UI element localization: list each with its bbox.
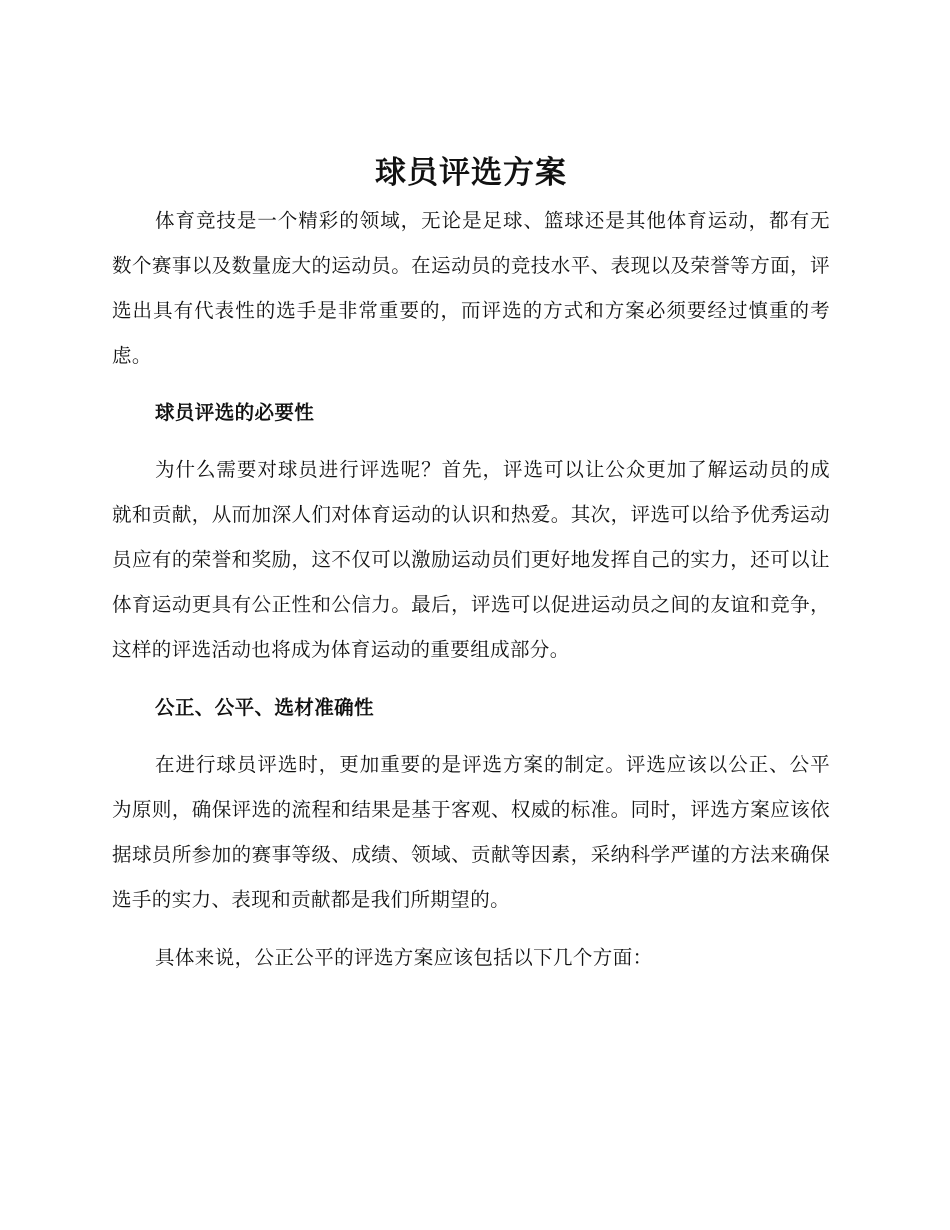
necessity-paragraph: 为什么需要对球员进行评选呢？首先，评选可以让公众更加了解运动员的成就和贡献，从而加深人们对体育运动的认识和热爱。其次，评选可以给予优秀运动员应有的荣誉和奖励，这不仅可以激励运动员们更好地发挥自己的实力，还可以让体育运动更具有公正性和公信力。最后，评选可以促进运动员之间的友谊和竞争，这样的评选活动也将成为体育运动的重要组成部分。	[112, 458, 830, 661]
document-title: 球员评选方案	[375, 155, 567, 191]
specifics-paragraph: 具体来说，公正公平的评选方案应该包括以下几个方面：	[155, 946, 653, 969]
document-page	[112, 148, 830, 980]
section-heading-necessity: 球员评选的必要性	[155, 401, 315, 424]
section-heading-fairness: 公正、公平、选材准确性	[155, 696, 374, 719]
fairness-paragraph: 在进行球员评选时，更加重要的是评选方案的制定。评选应该以公正、公平为原则，确保评选的流程和结果是基于客观、权威的标准。同时，评选方案应该依据球员所参加的赛事等级、成绩、领域、贡献等因素，采纳科学严谨的方法来确保选手的实力、表现和贡献都是我们所期望的。	[112, 753, 830, 911]
intro-paragraph: 体育竞技是一个精彩的领域，无论是足球、篮球还是其他体育运动，都有无数个赛事以及数量庞大的运动员。在运动员的竞技水平、表现以及荣誉等方面，评选出具有代表性的选手是非常重要的，而评选的方式和方案必须要经过慎重的考虑。	[112, 209, 830, 367]
